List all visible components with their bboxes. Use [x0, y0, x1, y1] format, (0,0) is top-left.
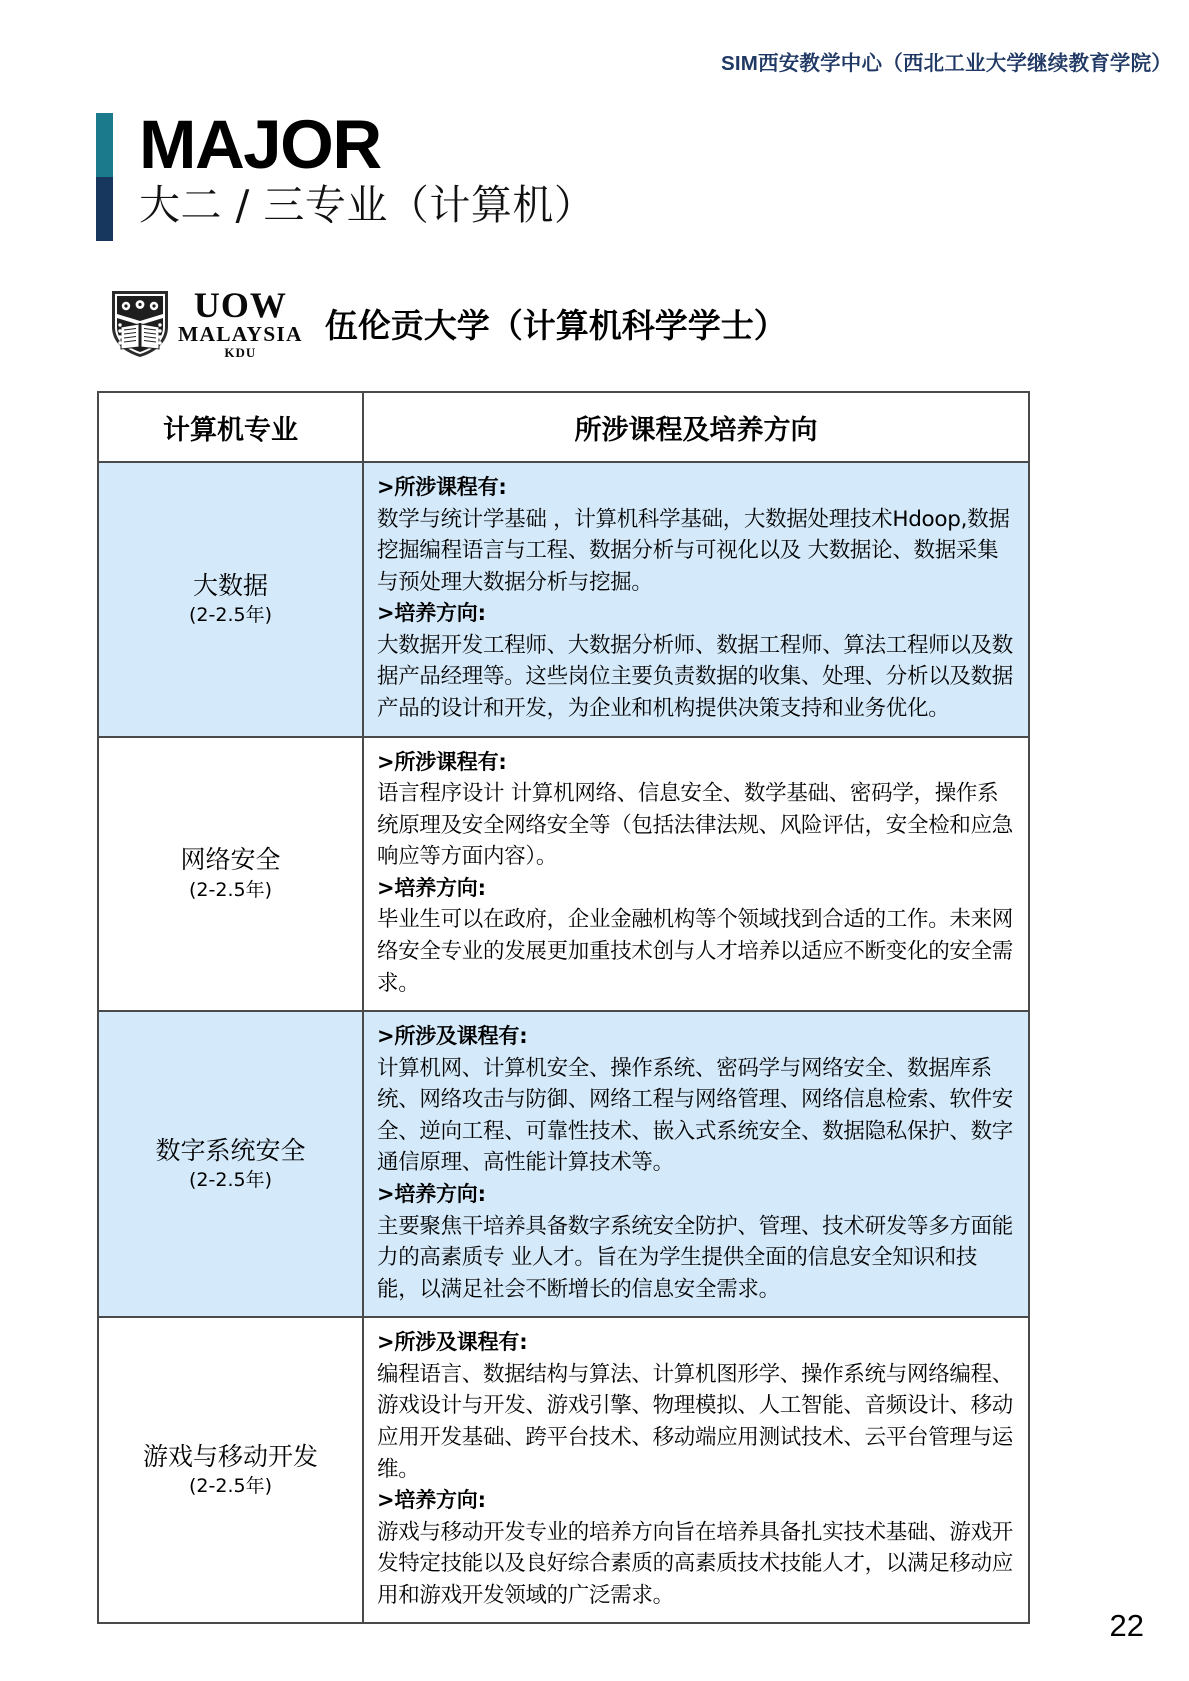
table-header-major: 计算机专业 [98, 392, 363, 462]
major-duration: (2-2.5年) [189, 604, 272, 627]
university-logo-row [108, 283, 787, 363]
courses-text: 计算机网、计算机安全、操作系统、密码学与网络安全、数据库系统、网络攻击与防御、网络工程与网络管理、网络信息检索、软件安全、逆向工程、可靠性技术、嵌入式系统安全、数据隐私保护、数字通信原理、高性能计算技术等。 [377, 1055, 1014, 1176]
courses-label: >所涉课程有: [377, 475, 507, 499]
major-name-cell [98, 1011, 363, 1317]
page-subtitle: 大二 / 三专业（计算机） [139, 181, 596, 230]
uow-wordmark-line3: KDU [224, 345, 257, 361]
major-name-cell [98, 737, 363, 1012]
direction-label: >培养方向: [377, 601, 486, 626]
accent-bar [96, 113, 113, 241]
table-header-row [98, 392, 1029, 462]
direction-text: 主要聚焦干培养具备数字系统安全防护、管理、技术研发等多方面能力的高素质专 业人才。旨在为学生提供全面的信息安全知识和技能，以满足社会不断增长的信息安全需求。 [377, 1213, 1014, 1302]
major-detail-cell [363, 737, 1029, 1012]
accent-bar-top-segment [96, 113, 113, 177]
table-row [98, 1317, 1029, 1623]
courses-label: >所涉及课程有: [377, 1024, 528, 1049]
table-row [98, 1011, 1029, 1317]
courses-text: 编程语言、数据结构与算法、计算机图形学、操作系统与网络编程、游戏设计与开发、游戏引擎、物理模拟、人工智能、音频设计、移动应用开发基础、跨平台技术、移动端应用测试技术、云平台管理与运维。 [377, 1361, 1014, 1482]
direction-label: >培养方向: [377, 875, 486, 900]
title-texts [139, 106, 596, 241]
major-name: 数字系统安全 [155, 1135, 306, 1165]
uow-wordmark [178, 284, 303, 361]
direction-text: 游戏与移动开发专业的培养方向旨在培养具备扎实技术基础、游戏开发特定技能以及良好综合素质的高素质技术技能人才，以满足移动应用和游戏开发领域的广泛需求。 [377, 1519, 1014, 1608]
direction-text: 毕业生可以在政府，企业金融机构等个领域找到合适的工作。未来网络安全专业的发展更加重技术创与人才培养以适应不断变化的安全需求。 [377, 907, 1014, 996]
table-header-courses: 所涉课程及培养方向 [363, 392, 1029, 462]
major-name-cell [98, 1317, 363, 1623]
uow-wordmark-line1: UOW [193, 284, 287, 325]
major-name: 网络安全 [180, 845, 281, 875]
direction-label: >培养方向: [377, 1488, 486, 1513]
major-detail-cell [363, 462, 1029, 737]
majors-table [97, 391, 1030, 1624]
table-row [98, 462, 1029, 737]
major-name: 大数据 [192, 570, 268, 600]
major-duration: (2-2.5年) [189, 1475, 272, 1498]
courses-text: 数学与统计学基础 ，计算机科学基础，大数据处理技术Hdoop,数据挖掘编程语言与工程、数据分析与可视化以及 大数据论、数据采集与预处理大数据分析与挖掘。 [377, 506, 1010, 595]
major-name-cell [98, 462, 363, 737]
accent-bar-bottom-segment [96, 177, 113, 241]
major-detail-cell [363, 1011, 1029, 1317]
major-name: 游戏与移动开发 [142, 1441, 318, 1471]
title-block [96, 106, 596, 241]
direction-text: 大数据开发工程师、大数据分析师、数据工程师、算法工程师以及数据产品经理等。这些岗位主要负责数据的收集、处理、分析以及数据产品的设计和开发，为企业和机构提供决策支持和业务优化。 [377, 632, 1014, 721]
page-number: 22 [1109, 1608, 1144, 1643]
page-header-organization: SIM西安教学中心（西北工业大学继续教育学院） [720, 52, 1172, 75]
university-name: 伍伦贡大学（计算机科学学士） [324, 305, 787, 345]
major-detail-cell [363, 1317, 1029, 1623]
shield-crest-icon [108, 287, 172, 359]
major-duration: (2-2.5年) [189, 1169, 272, 1192]
uow-logo [108, 286, 303, 360]
table-row [98, 737, 1029, 1012]
page-title: MAJOR [139, 106, 381, 183]
courses-text: 语言程序设计 计算机网络、信息安全、数学基础、密码学，操作系统原理及安全网络安全等（包括法律法规、风险评估，安全检和应急响应等方面内容）。 [377, 781, 1014, 870]
direction-label: >培养方向: [377, 1182, 486, 1206]
courses-label: >所涉课程有: [377, 749, 507, 774]
courses-label: >所涉及课程有: [377, 1330, 528, 1355]
major-duration: (2-2.5年) [189, 878, 272, 901]
uow-wordmark-line2: MALAYSIA [178, 321, 303, 346]
